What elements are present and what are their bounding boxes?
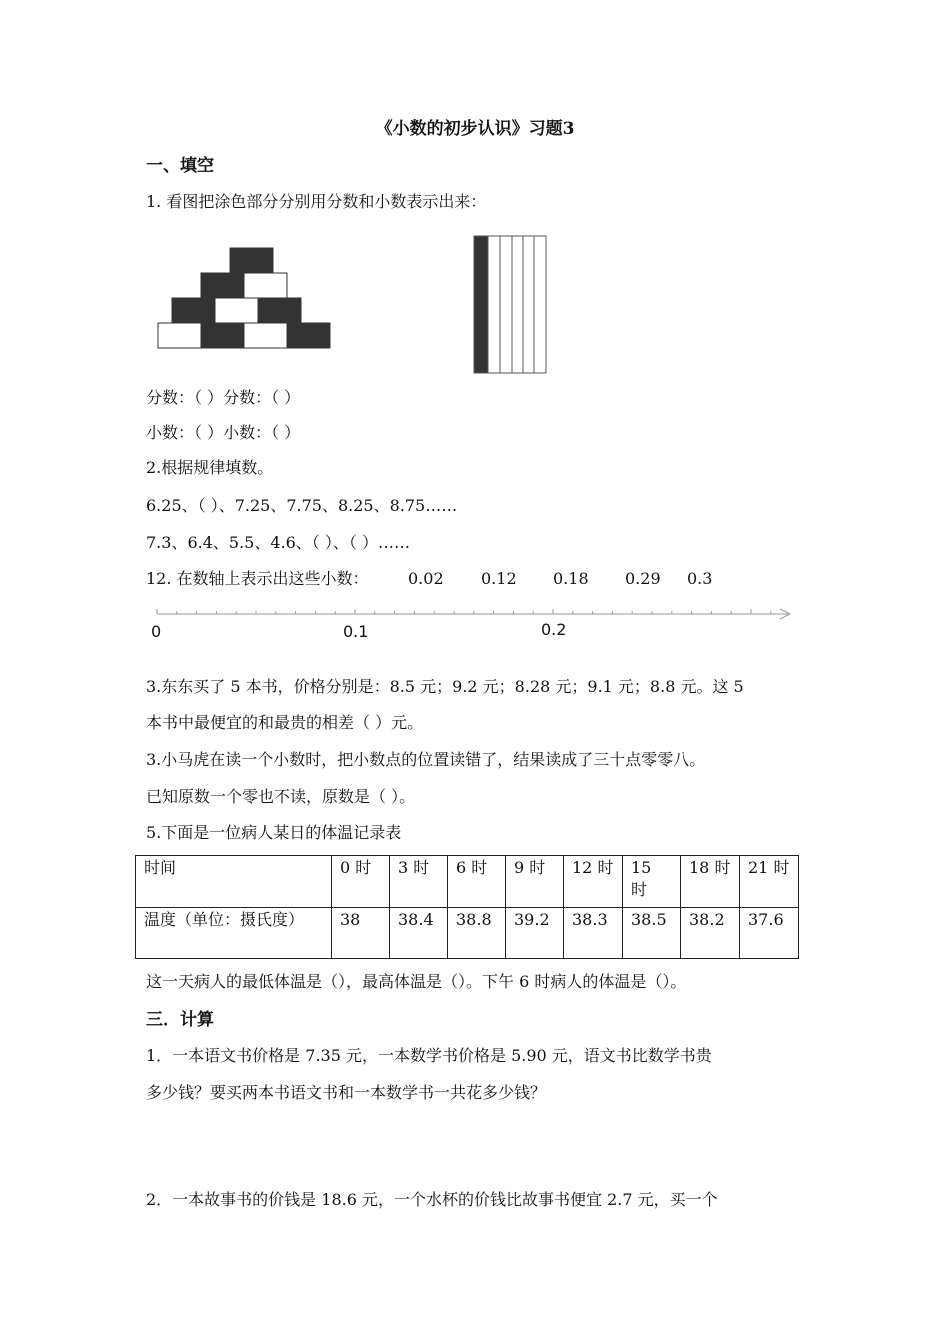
calc-1-line-2: 多少钱？要买两本书语文书和一本数学书一共花多少钱？ xyxy=(146,1083,547,1102)
header-cell: 12 时 xyxy=(564,856,623,908)
question-3b-line-1: 3.小马虎在读一个小数时，把小数点的位置读错了，结果读成了三十点零零八。 xyxy=(146,750,706,769)
value-cell: 38.3 xyxy=(564,908,623,959)
header-cell: 18 时 xyxy=(681,856,740,908)
axis-label-0: 0 xyxy=(151,622,162,641)
brick-pyramid-figure xyxy=(158,248,330,348)
question-5-text: 5.下面是一位病人某日的体温记录表 xyxy=(146,823,402,842)
header-cell: 21 时 xyxy=(740,856,799,908)
calc-1-line-1: 1．一本语文书价格是 7.35 元，一本数学书价格是 5.90 元，语文书比数学书贵 xyxy=(146,1046,712,1065)
question-3a-line-1: 3.东东买了 5 本书，价格分别是：8.5 元；9.2 元；8.28 元；9.1 元；8.8 元。这 5 xyxy=(146,677,744,696)
question-5-follow-up: 这一天病人的最低体温是（），最高体温是（）。下午 6 时病人的体温是（）。 xyxy=(146,972,687,991)
header-cell: 9 时 xyxy=(506,856,564,908)
header-cell: 时间 xyxy=(136,856,332,908)
row-label-cell: 温度（单位：摄氏度） xyxy=(136,908,332,959)
page-title: 《小数的初步认识》习题3 xyxy=(375,119,575,139)
sequence-2: 7.3、6.4、5.5、4.6、（ ）、（ ）…… xyxy=(146,533,410,552)
temperature-table xyxy=(135,855,799,959)
decimal-value-5: 0.3 xyxy=(687,569,713,588)
header-cell: 0 时 xyxy=(332,856,390,908)
decimal-value-4: 0.29 xyxy=(625,569,661,588)
question-12-text: 12. 在数轴上表示出这些小数： xyxy=(146,569,369,588)
value-cell: 38.8 xyxy=(448,908,506,959)
strip-figure xyxy=(474,236,546,373)
table-row xyxy=(136,856,799,908)
decimal-value-1: 0.02 xyxy=(408,569,444,588)
question-2-text: 2.根据规律填数。 xyxy=(146,458,274,477)
decimal-value-3: 0.18 xyxy=(553,569,589,588)
section-heading-calculation: 三．计算 xyxy=(146,1010,214,1030)
decimal-value-2: 0.12 xyxy=(481,569,517,588)
value-cell: 38.4 xyxy=(390,908,448,959)
decimal-answer-line: 小数：（ ）小数：（ ） xyxy=(146,423,301,442)
fraction-answer-line: 分数：（ ）分数：（ ） xyxy=(146,388,301,407)
value-cell: 37.6 xyxy=(740,908,799,959)
sequence-1: 6.25、（ ）、7.25、7.75、8.25、8.75…… xyxy=(146,496,458,515)
header-cell: 6 时 xyxy=(448,856,506,908)
calc-2-line-1: 2．一本故事书的价钱是 18.6 元，一个水杯的价钱比故事书便宜 2.7 元，买一个 xyxy=(146,1190,718,1209)
table-row xyxy=(136,908,799,959)
value-cell: 39.2 xyxy=(506,908,564,959)
header-cell: 3 时 xyxy=(390,856,448,908)
number-line xyxy=(157,609,790,619)
axis-label-0-1: 0.1 xyxy=(343,622,369,641)
value-cell: 38.2 xyxy=(681,908,740,959)
value-cell: 38.5 xyxy=(623,908,681,959)
value-cell: 38 xyxy=(332,908,390,959)
question-3a-line-2: 本书中最便宜的和最贵的相差（ ）元。 xyxy=(146,713,424,732)
axis-label-0-2: 0.2 xyxy=(541,620,567,639)
header-cell: 15 时 xyxy=(623,856,681,908)
question-3b-line-2: 已知原数一个零也不读，原数是（ ）。 xyxy=(146,787,416,806)
section-heading-fill-blank: 一、填空 xyxy=(146,156,214,176)
question-1-text: 1. 看图把涂色部分分别用分数和小数表示出来： xyxy=(146,192,487,211)
